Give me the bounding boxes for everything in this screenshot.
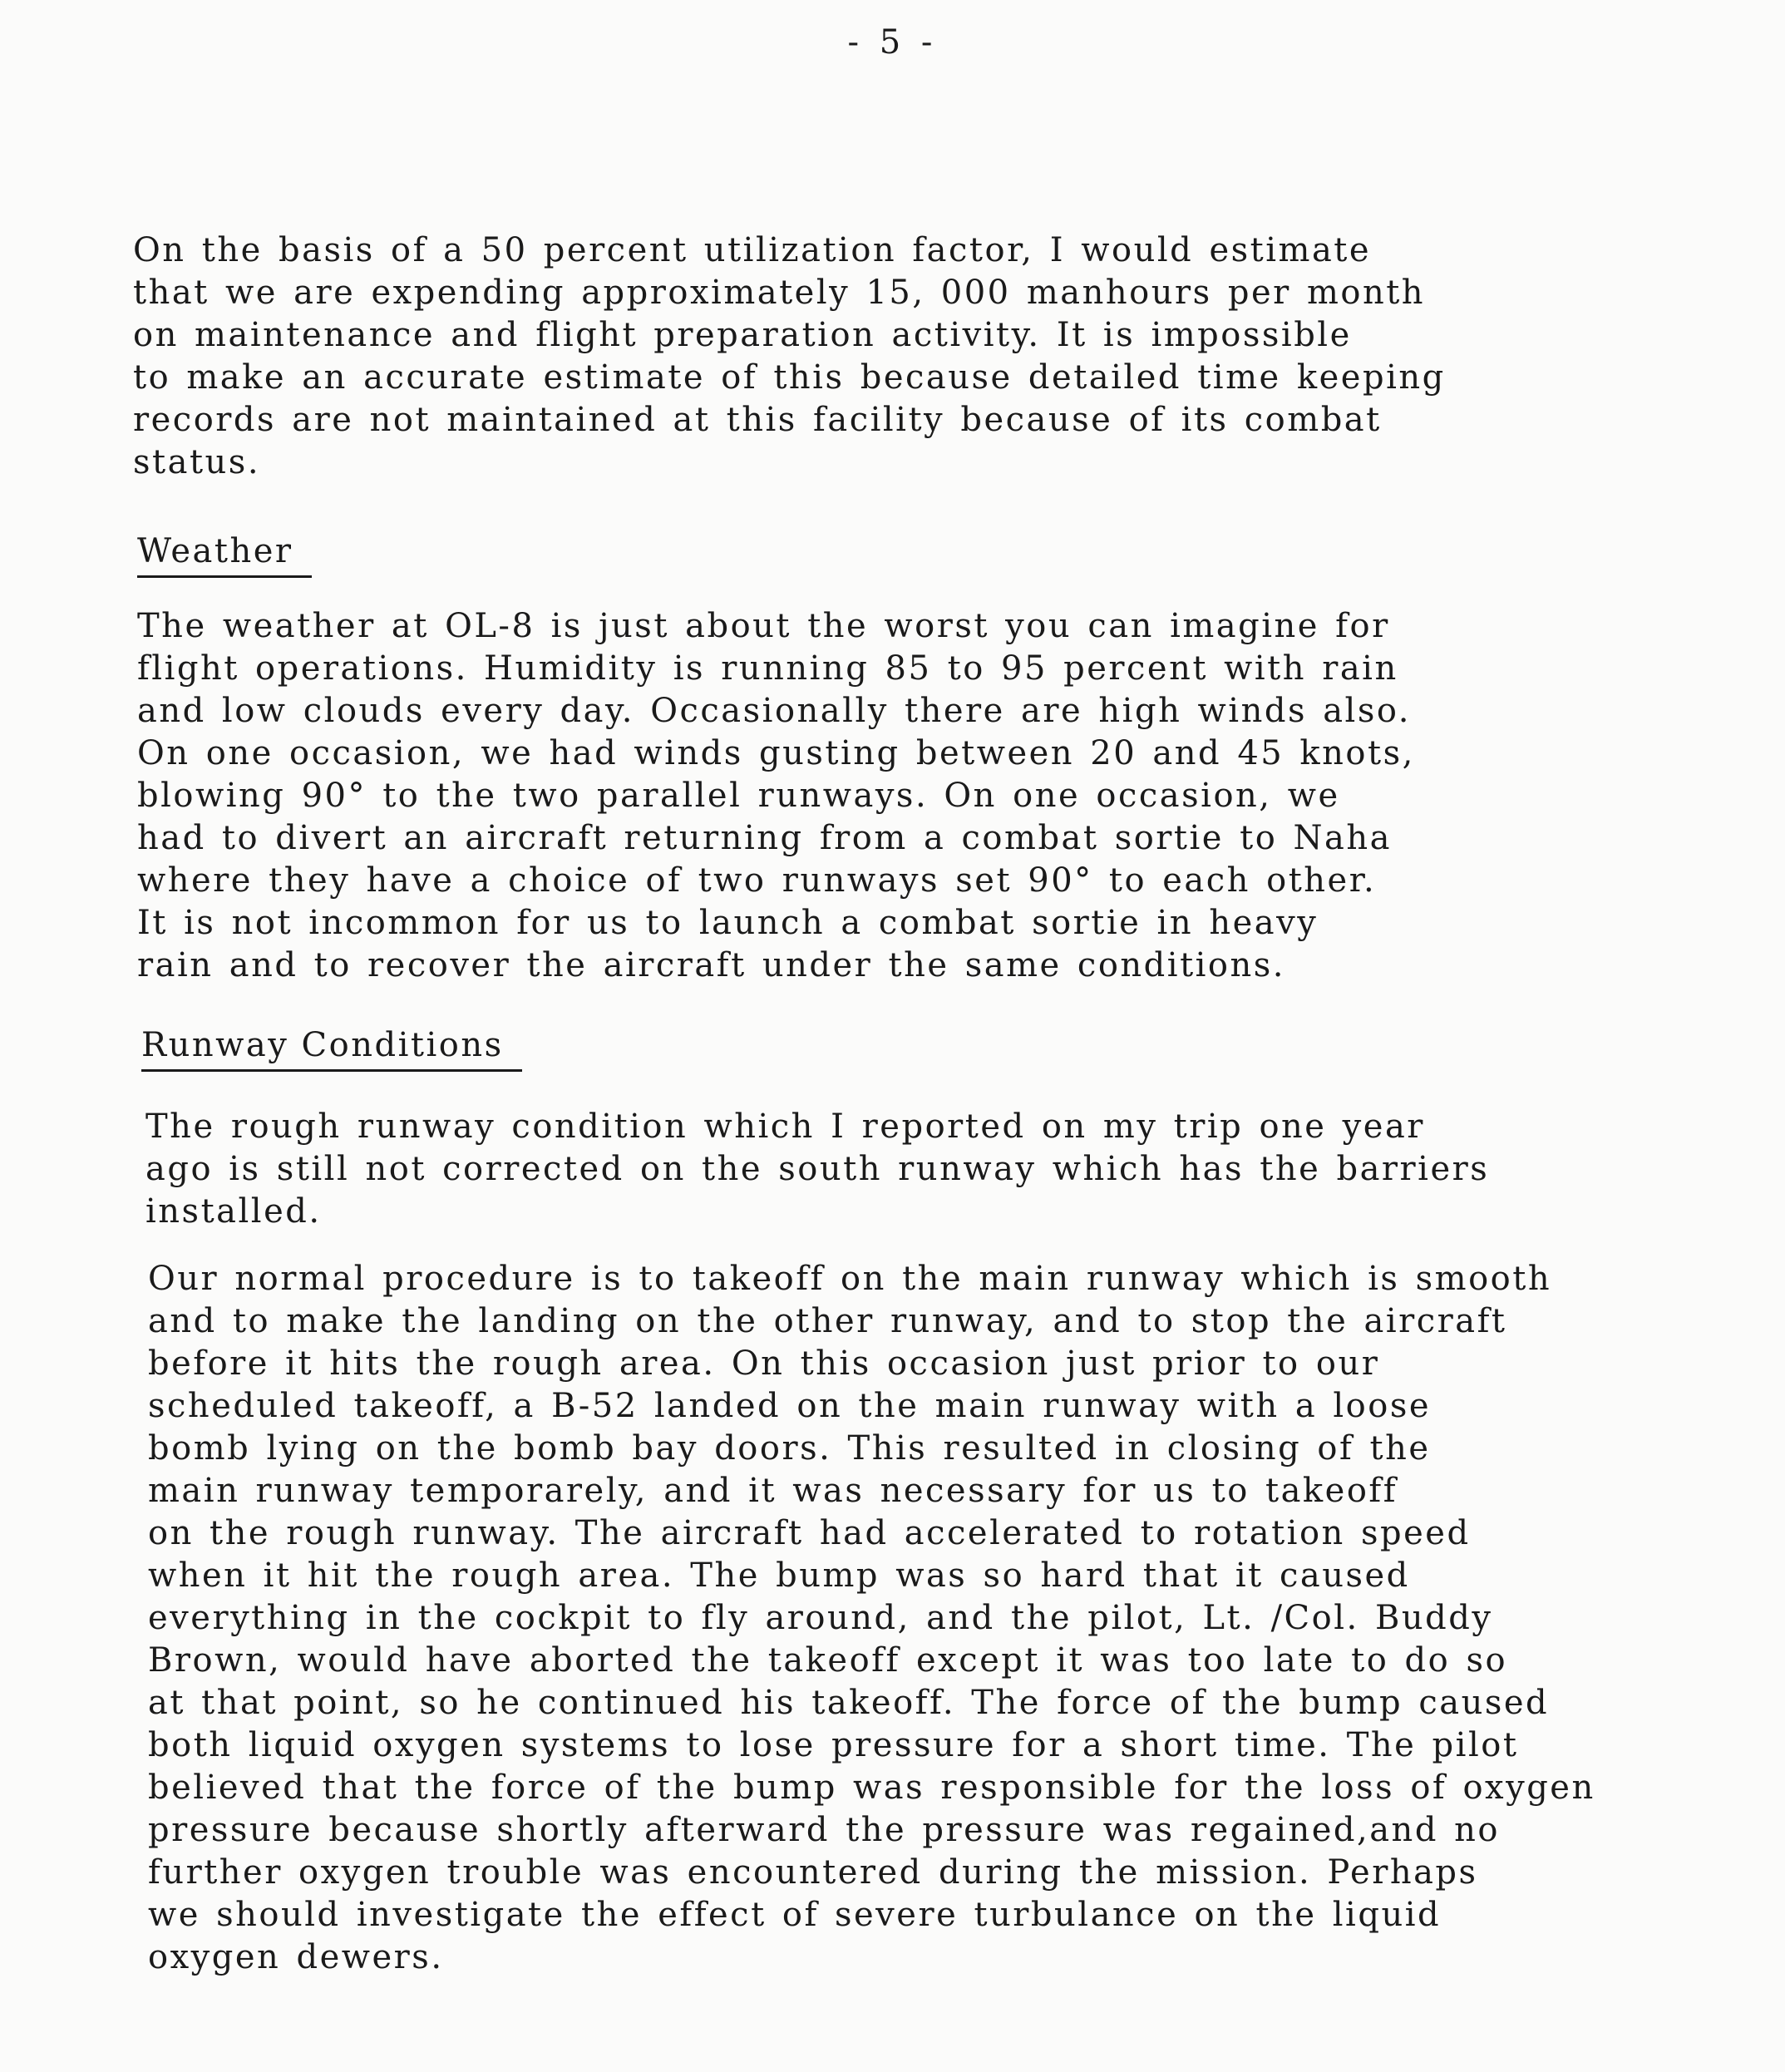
paragraph-line: ago is still not corrected on the south runway which has the barriers: [145, 1150, 1490, 1188]
paragraph-line: both liquid oxygen systems to lose pressure for a short time. The pilot: [148, 1726, 1519, 1764]
paragraph-line: status.: [133, 443, 261, 481]
paragraph-line: had to divert an aircraft returning from a combat sortie to Naha: [137, 819, 1392, 857]
paragraph-line: pressure because shortly afterward the pressure was regained,and no: [148, 1811, 1500, 1849]
paragraph-line: Brown, would have aborted the takeoff except it was too late to do so: [148, 1641, 1508, 1680]
paragraph-line: It is not incommon for us to launch a combat sortie in heavy: [137, 904, 1319, 942]
paragraph-line: that we are expending approximately 15, 000 manhours per month: [133, 274, 1426, 312]
paragraph-utilization: [133, 229, 1713, 484]
paragraph-line: and to make the landing on the other runway, and to stop the aircraft: [148, 1302, 1507, 1340]
paragraph-line: further oxygen trouble was encountered during the mission. Perhaps: [148, 1853, 1478, 1892]
paragraph-line: On the basis of a 50 percent utilization factor, I would estimate: [133, 231, 1372, 269]
paragraph-line: where they have a choice of two runways set 90° to each other.: [137, 861, 1377, 900]
paragraph-line: installed.: [145, 1192, 322, 1231]
paragraph-line: oxygen dewers.: [148, 1938, 444, 1976]
paragraph-takeoff-incident: [148, 1258, 1728, 1979]
paragraph-weather: [137, 605, 1717, 987]
paragraph-line: On one occasion, we had winds gusting between 20 and 45 knots,: [137, 734, 1415, 772]
paragraph-line: when it hit the rough area. The bump was so hard that it caused: [148, 1556, 1410, 1595]
paragraph-line: before it hits the rough area. On this occasion just prior to our: [148, 1344, 1380, 1383]
paragraph-line: records are not maintained at this facility because of its combat: [133, 401, 1382, 439]
paragraph-rough-runway: [145, 1106, 1725, 1233]
section-heading-runway-conditions: Runway Conditions: [141, 1026, 522, 1072]
section-heading-weather: Weather: [137, 532, 312, 578]
paragraph-line: Our normal procedure is to takeoff on the main runway which is smooth: [148, 1260, 1552, 1298]
paragraph-line: blowing 90° to the two parallel runways. On one occasion, we: [137, 777, 1340, 815]
paragraph-line: believed that the force of the bump was responsible for the loss of oxygen: [148, 1769, 1595, 1807]
paragraph-line: and low clouds every day. Occasionally there are high winds also.: [137, 692, 1411, 730]
paragraph-line: at that point, so he continued his takeoff. The force of the bump caused: [148, 1684, 1550, 1722]
paragraph-line: The weather at OL-8 is just about the worst you can imagine for: [137, 607, 1390, 645]
paragraph-line: flight operations. Humidity is running 85 to 95 percent with rain: [137, 649, 1398, 688]
paragraph-line: main runway temporarely, and it was necessary for us to takeoff: [148, 1472, 1398, 1510]
paragraph-line: we should investigate the effect of severe turbulance on the liquid: [148, 1896, 1442, 1934]
paragraph-line: The rough runway condition which I reported on my trip one year: [145, 1108, 1425, 1146]
paragraph-line: on the rough runway. The aircraft had accelerated to rotation speed: [148, 1514, 1471, 1552]
paragraph-line: on maintenance and flight preparation activity. It is impossible: [133, 316, 1352, 354]
paragraph-line: bomb lying on the bomb bay doors. This resulted in closing of the: [148, 1429, 1431, 1468]
paragraph-line: scheduled takeoff, a B-52 landed on the main runway with a loose: [148, 1387, 1432, 1425]
paragraph-line: to make an accurate estimate of this because detailed time keeping: [133, 358, 1446, 397]
page-number: - 5 -: [847, 23, 938, 62]
paragraph-line: everything in the cockpit to fly around, and the pilot, Lt. /Col. Buddy: [148, 1599, 1493, 1637]
paragraph-line: rain and to recover the aircraft under the same conditions.: [137, 946, 1286, 984]
